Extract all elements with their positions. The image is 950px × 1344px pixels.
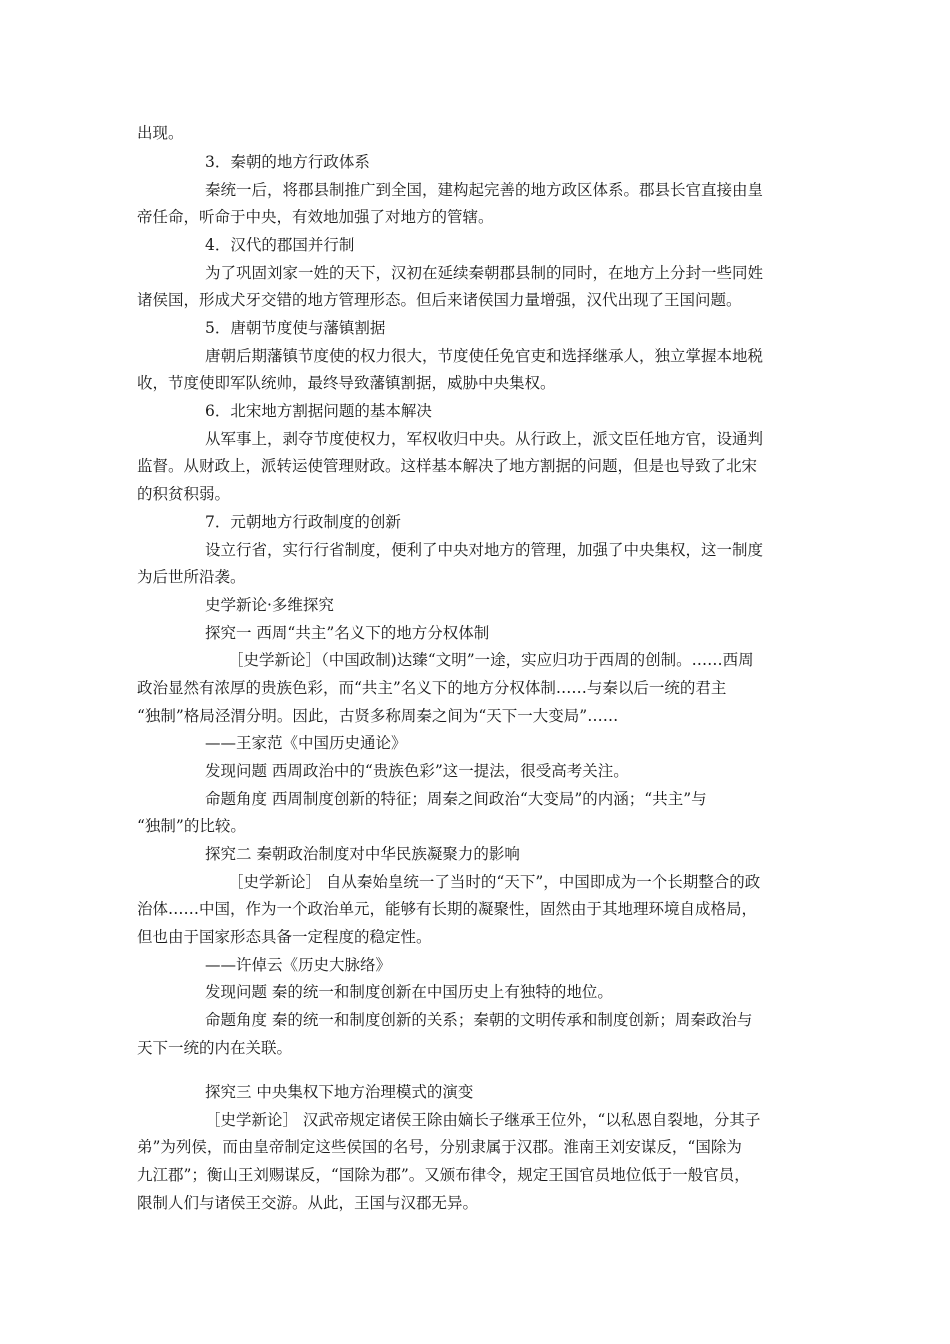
section-heading: 5．唐朝节度使与藩镇割据 [205, 319, 386, 337]
text-line: ［史学新论］（中国政制)达臻“文明”一途，实应归功于西周的创制。……西周 [228, 651, 754, 669]
text-line: “独制”格局泾渭分明。因此，古贤多称周秦之间为“天下一大变局”…… [137, 707, 619, 725]
text-line: 出现。 [137, 124, 184, 142]
text-line: 命题角度 西周制度创新的特征；周秦之间政治“大变局”的内涵；“共主”与 [205, 790, 707, 808]
text-line: 政治显然有浓厚的贵族色彩，而“共主”名义下的地方分权体制……与秦以后一统的君主 [137, 679, 727, 697]
text-line: 限制人们与诸侯王交游。从此，王国与汉郡无异。 [137, 1194, 479, 1212]
text-line: ［史学新论］ 汉武帝规定诸侯王除由嫡长子继承王位外，“以私恩自裂地，分其子 [205, 1111, 761, 1129]
text-line: 发现问题 秦的统一和制度创新在中国历史上有独特的地位。 [205, 983, 613, 1001]
text-line: 发现问题 西周政治中的“贵族色彩”这一提法，很受高考关注。 [205, 762, 629, 780]
text-line: “独制”的比较。 [137, 817, 246, 835]
text-line: 监督。从财政上，派转运使管理财政。这样基本解决了地方割据的问题，但是也导致了北宋 [137, 457, 758, 475]
text-line: 收，节度使即军队统帅，最终导致藩镇割据，威胁中央集权。 [137, 374, 556, 392]
text-line: 但也由于国家形态具备一定程度的稳定性。 [137, 928, 432, 946]
text-line: 为后世所沿袭。 [137, 568, 246, 586]
text-line: 秦统一后，将郡县制推广到全国，建构起完善的地方政区体系。郡县长官直接由皇 [205, 181, 764, 199]
section-heading: 6．北宋地方割据问题的基本解决 [205, 402, 432, 420]
section-heading: 7．元朝地方行政制度的创新 [205, 513, 401, 531]
text-line: 设立行省，实行行省制度，便利了中央对地方的管理，加强了中央集权，这一制度 [205, 541, 764, 559]
section-heading: 探究二 秦朝政治制度对中华民族凝聚力的影响 [205, 845, 520, 863]
section-heading: 探究三 中央集权下地方治理模式的演变 [205, 1083, 474, 1101]
text-line: 治体……中国，作为一个政治单元，能够有长期的凝聚性，固然由于其地理环境自成格局， [137, 900, 758, 918]
section-heading: 4．汉代的郡国并行制 [205, 236, 355, 254]
section-heading: 3．秦朝的地方行政体系 [205, 153, 370, 171]
citation: ——王家范《中国历史通论》 [205, 734, 407, 752]
text-line: 诸侯国，形成犬牙交错的地方管理形态。但后来诸侯国力量增强，汉代出现了王国问题。 [137, 291, 742, 309]
text-line: 弟”为列侯，而由皇帝制定这些侯国的名号，分别隶属于汉郡。淮南王刘安谋反，“国除为 [137, 1138, 742, 1156]
text-line: 天下一统的内在关联。 [137, 1039, 293, 1057]
text-line: 从军事上，剥夺节度使权力，军权收归中央。从行政上，派文臣任地方官，设通判 [205, 430, 764, 448]
section-heading: 探究一 西周“共主”名义下的地方分权体制 [205, 624, 490, 642]
citation: ——许倬云《历史大脉络》 [205, 956, 392, 974]
text-line: 九江郡”；衡山王刘赐谋反，“国除为郡”。又颁布律令，规定王国官员地位低于一般官员， [137, 1166, 750, 1184]
text-line: ［史学新论］ 自从秦始皇统一了当时的“天下”，中国即成为一个长期整合的政 [228, 873, 761, 891]
text-line: 为了巩固刘家一姓的天下，汉初在延续秦朝郡县制的同时，在地方上分封一些同姓 [205, 264, 764, 282]
section-title: 史学新论·多维探究 [205, 596, 334, 614]
text-line: 帝任命，听命于中央，有效地加强了对地方的管辖。 [137, 208, 494, 226]
text-line: 命题角度 秦的统一和制度创新的关系；秦朝的文明传承和制度创新；周秦政治与 [205, 1011, 753, 1029]
text-line: 唐朝后期藩镇节度使的权力很大，节度使任免官吏和选择继承人，独立掌握本地税 [205, 347, 764, 365]
text-line: 的积贫积弱。 [137, 485, 231, 503]
